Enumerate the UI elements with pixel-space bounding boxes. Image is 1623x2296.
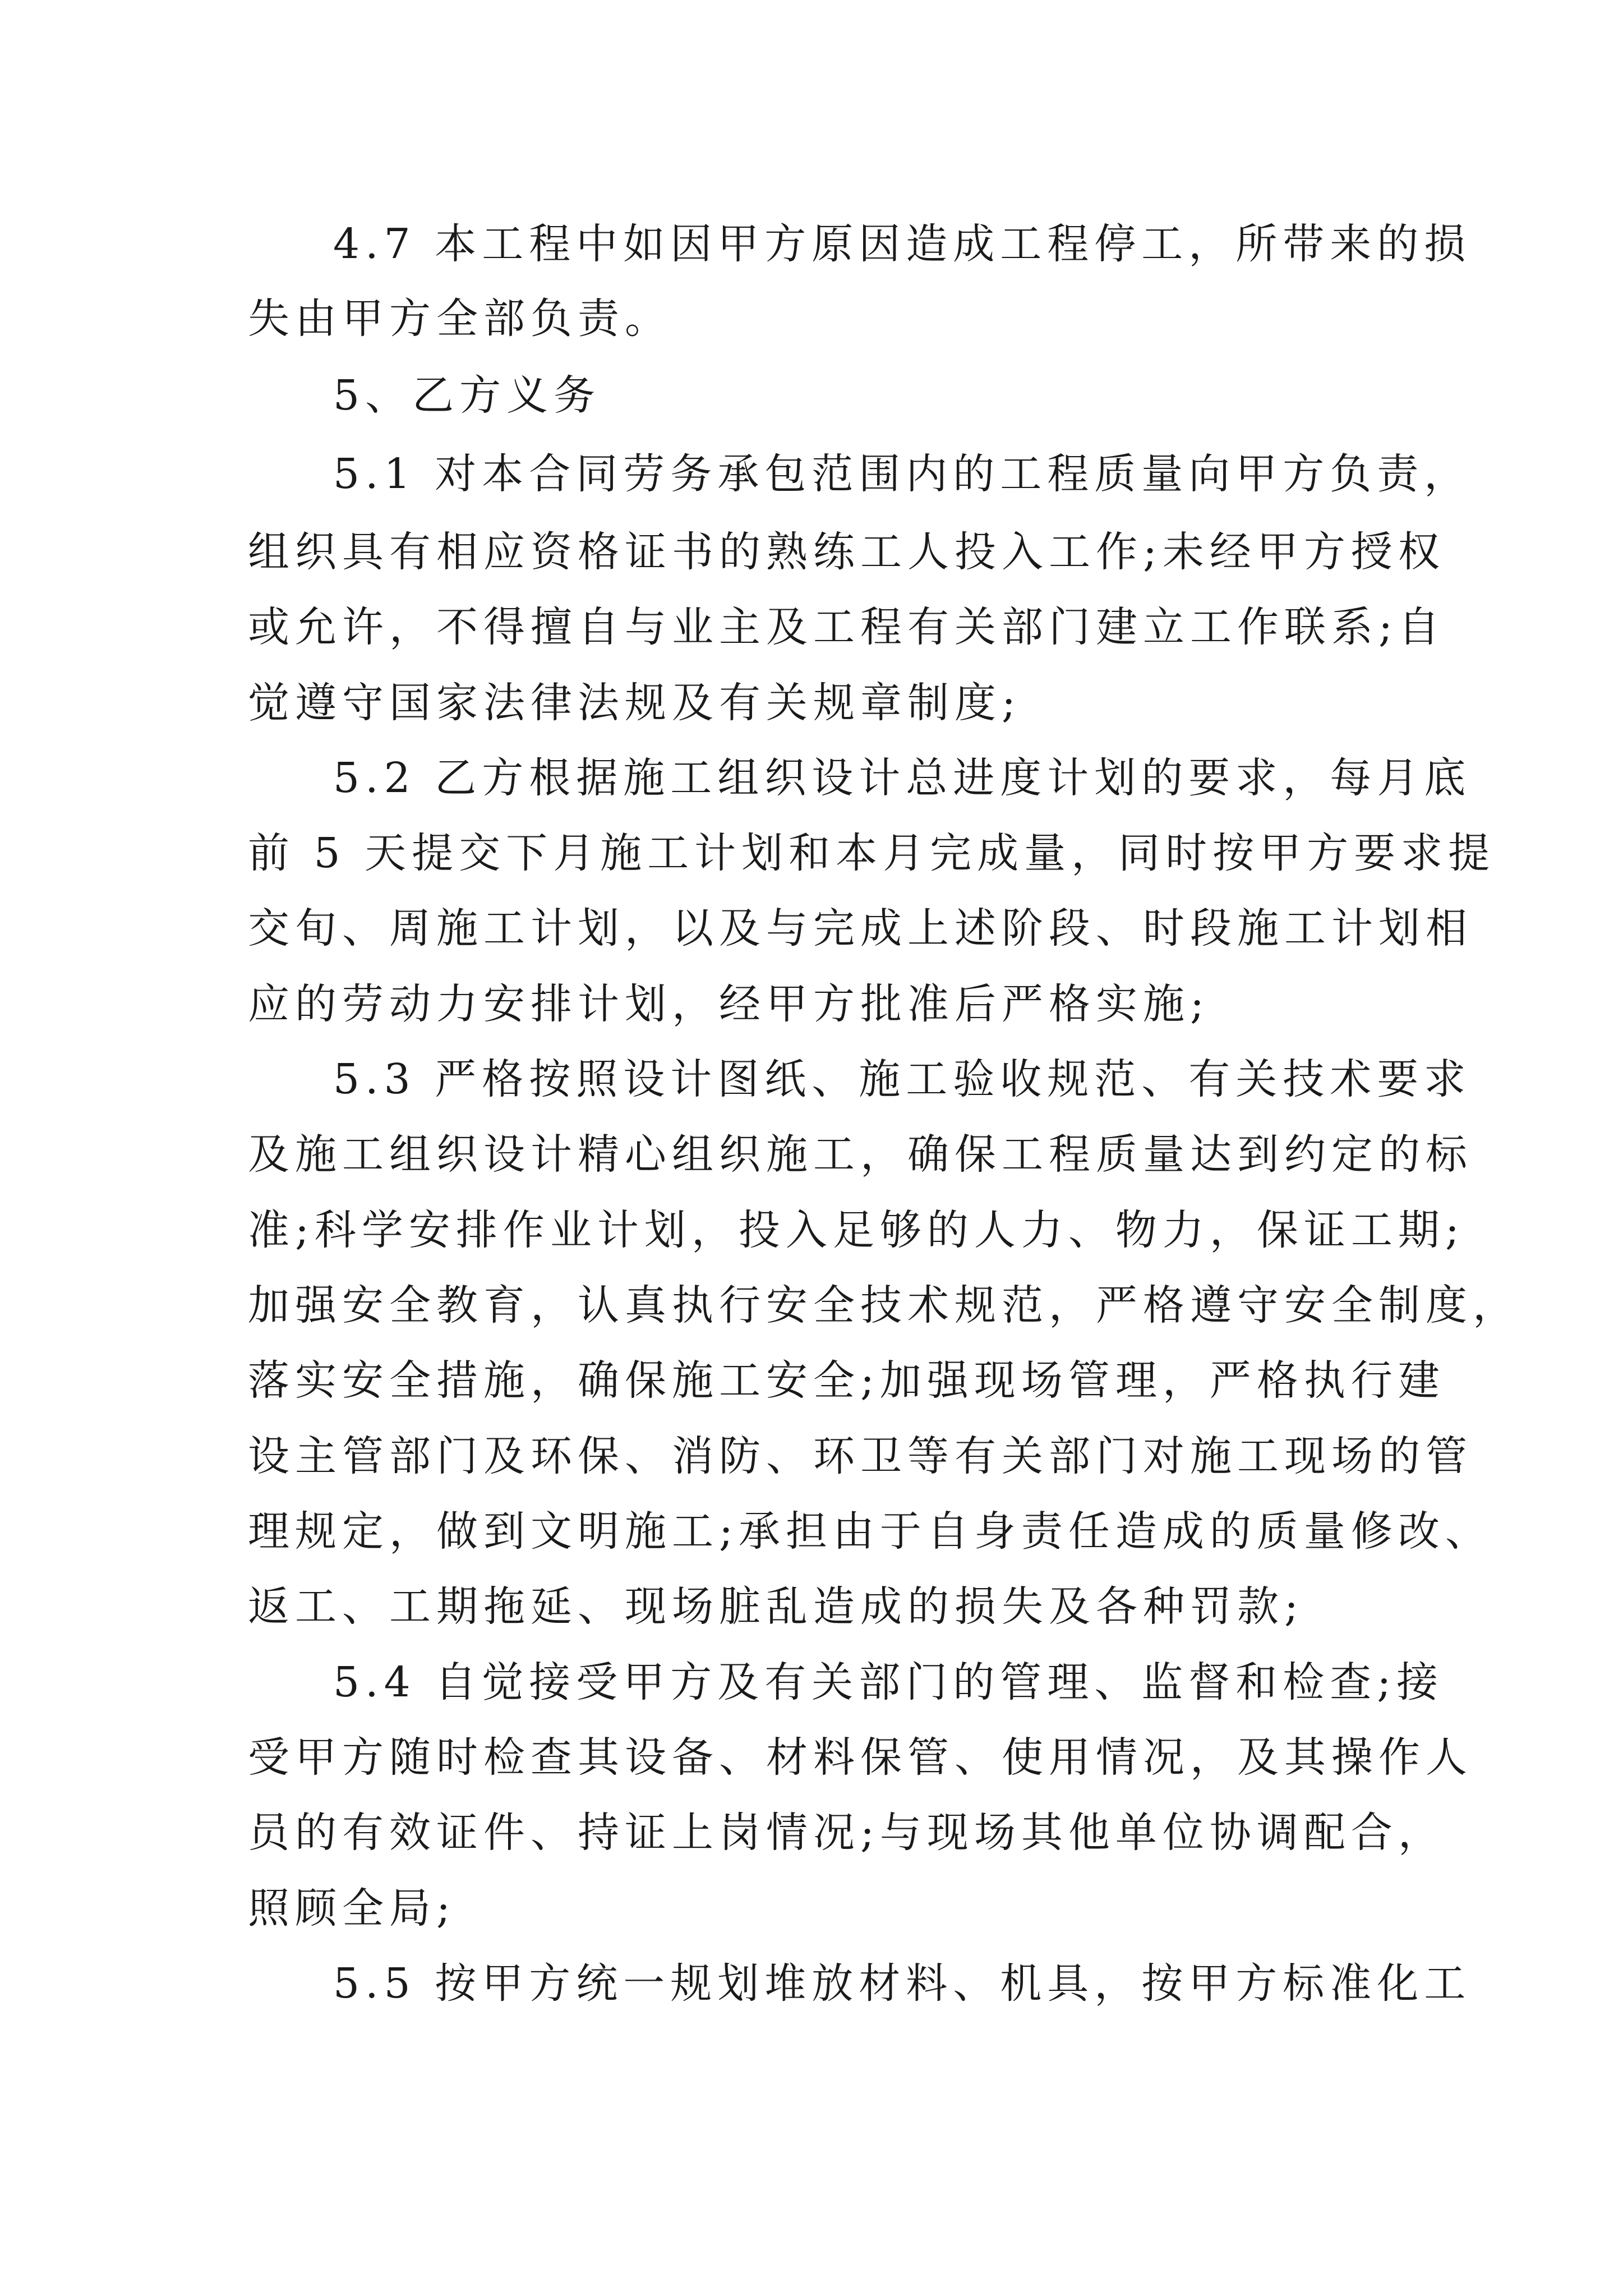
text-line-5-2-start: 5.2 乙方根据施工组织设计总进度计划的要求，每月底 <box>333 754 1472 802</box>
text-line: 落实安全措施，确保施工安全;加强现场管理，严格执行建 <box>248 1356 1445 1405</box>
text-line: 交旬、周施工计划，以及与完成上述阶段、时段施工计划相 <box>248 904 1473 953</box>
section-heading-5: 5、乙方义务 <box>333 371 601 420</box>
text-line: 或允许，不得擅自与业主及工程有关部门建立工作联系;自 <box>248 603 1445 651</box>
text-line: 组织具有相应资格证书的熟练工人投入工作;未经甲方授权 <box>248 528 1445 576</box>
text-line: 返工、工期拖延、现场脏乱造成的损失及各种罚款; <box>248 1582 1304 1631</box>
text-line-5-4-start: 5.4 自觉接受甲方及有关部门的管理、监督和检查;接 <box>333 1658 1444 1706</box>
text-line: 失由甲方全部负责。 <box>248 295 672 343</box>
text-line-5-5-start: 5.5 按甲方统一规划堆放材料、机具，按甲方标准化工 <box>333 1959 1472 2008</box>
text-line: 设主管部门及环保、消防、环卫等有关部门对施工现场的管 <box>248 1432 1473 1480</box>
text-line: 受甲方随时检查其设备、材料保管、使用情况，及其操作人 <box>248 1733 1473 1782</box>
text-line-5-1-start: 5.1 对本合同劳务承包范围内的工程质量向甲方负责， <box>333 450 1472 498</box>
text-line: 照顾全局; <box>248 1884 456 1932</box>
text-line: 准;科学安排作业计划，投入足够的人力、物力，保证工期; <box>248 1206 1465 1254</box>
text-line: 前 5 天提交下月施工计划和本月完成量，同时按甲方要求提 <box>248 829 1496 877</box>
text-line-4-7-start: 4.7 本工程中如因甲方原因造成工程停工，所带来的损 <box>333 220 1472 268</box>
text-line-5-3-start: 5.3 严格按照设计图纸、施工验收规范、有关技术要求 <box>333 1055 1472 1103</box>
text-line: 员的有效证件、持证上岗情况;与现场其他单位协调配合， <box>248 1809 1445 1857</box>
text-line: 理规定，做到文明施工;承担由于自身责任造成的质量修改、 <box>248 1507 1492 1556</box>
text-line: 加强安全教育，认真执行安全技术规范，严格遵守安全制度， <box>248 1281 1520 1329</box>
text-line: 及施工组织设计精心组织施工，确保工程质量达到约定的标 <box>248 1130 1473 1179</box>
text-line: 应的劳动力安排计划，经甲方批准后严格实施; <box>248 980 1210 1028</box>
text-line: 觉遵守国家法律法规及有关规章制度; <box>248 679 1021 727</box>
